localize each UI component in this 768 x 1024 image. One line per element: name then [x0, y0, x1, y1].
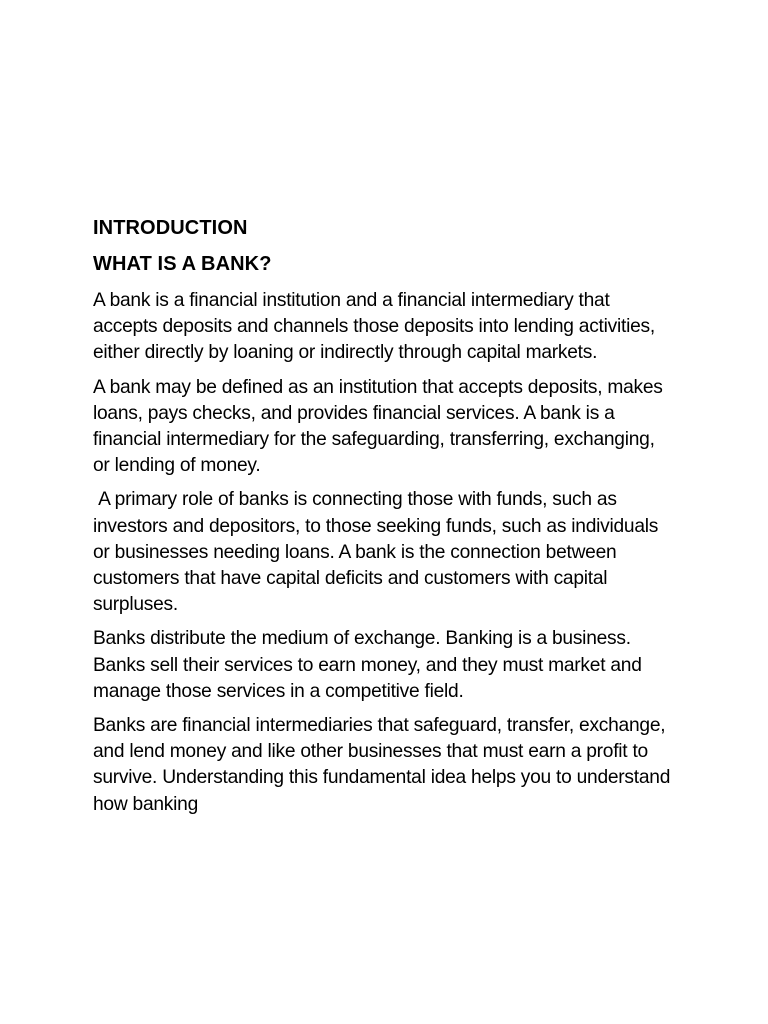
paragraph-intermediaries: Banks are financial intermediaries that safeguard, transfer, exchange, and lend money and like other businesses that must earn a profit to survive. Understanding this fundamental idea helps you to understand how banking	[93, 715, 676, 815]
section-heading-what-is-a-bank: WHAT IS A BANK?	[93, 253, 272, 275]
paragraph-medium-of-exchange: Banks distribute the medium of exchange. Banking is a business. Banks sell their services to earn money, and they must market and manage those services in a competitive field.	[93, 628, 647, 702]
paragraph-definition: A bank is a financial institution and a financial intermediary that accepts deposits and channels those deposits into lending activities, either directly by loaning or indirectly through capital markets.	[93, 290, 661, 364]
section-heading-introduction: INTRODUCTION	[93, 217, 248, 239]
document-page	[93, 214, 676, 826]
paragraph-primary-role: A primary role of banks is connecting those with funds, such as investors and depositors, to those seeking funds, such as individuals or businesses needing loans. A bank is the connection between customers that have capital deficits and customers with capital surpluses.	[93, 489, 664, 616]
paragraph-institution: A bank may be defined as an institution that accepts deposits, makes loans, pays checks, and provides financial services. A bank is a financial intermediary for the safeguarding, transferring, exchanging, or lending of money.	[93, 376, 668, 477]
